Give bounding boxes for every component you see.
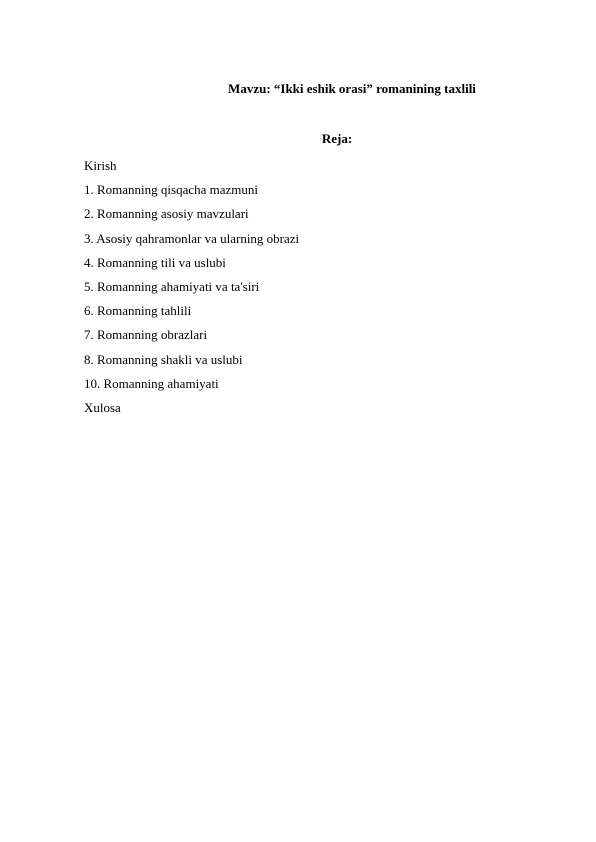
plan-item-5: 5. Romanning ahamiyati va ta'siri bbox=[84, 278, 260, 294]
plan-item-10: 10. Romanning ahamiyati bbox=[84, 375, 219, 391]
plan-item-1: 1. Romanning qisqacha mazmuni bbox=[84, 182, 259, 198]
plan-list bbox=[84, 154, 299, 420]
plan-item-4: 4. Romanning tili va uslubi bbox=[84, 254, 226, 270]
plan-item-conclusion: Xulosa bbox=[84, 399, 121, 415]
document-title: Mavzu: “Ikki eshik orasi” romanining taxlili bbox=[228, 81, 476, 96]
plan-item-intro: Kirish bbox=[84, 158, 117, 173]
plan-item-8: 8. Romanning shakli va uslubi bbox=[84, 351, 243, 367]
plan-item-7: 7. Romanning obrazlari bbox=[84, 327, 208, 343]
plan-heading: Reja: bbox=[321, 131, 353, 146]
plan-item-3: 3. Asosiy qahramonlar va ularning obrazi bbox=[84, 230, 300, 246]
plan-item-6: 6. Romanning tahlili bbox=[84, 303, 192, 319]
plan-item-2: 2. Romanning asosiy mavzulari bbox=[84, 206, 249, 222]
